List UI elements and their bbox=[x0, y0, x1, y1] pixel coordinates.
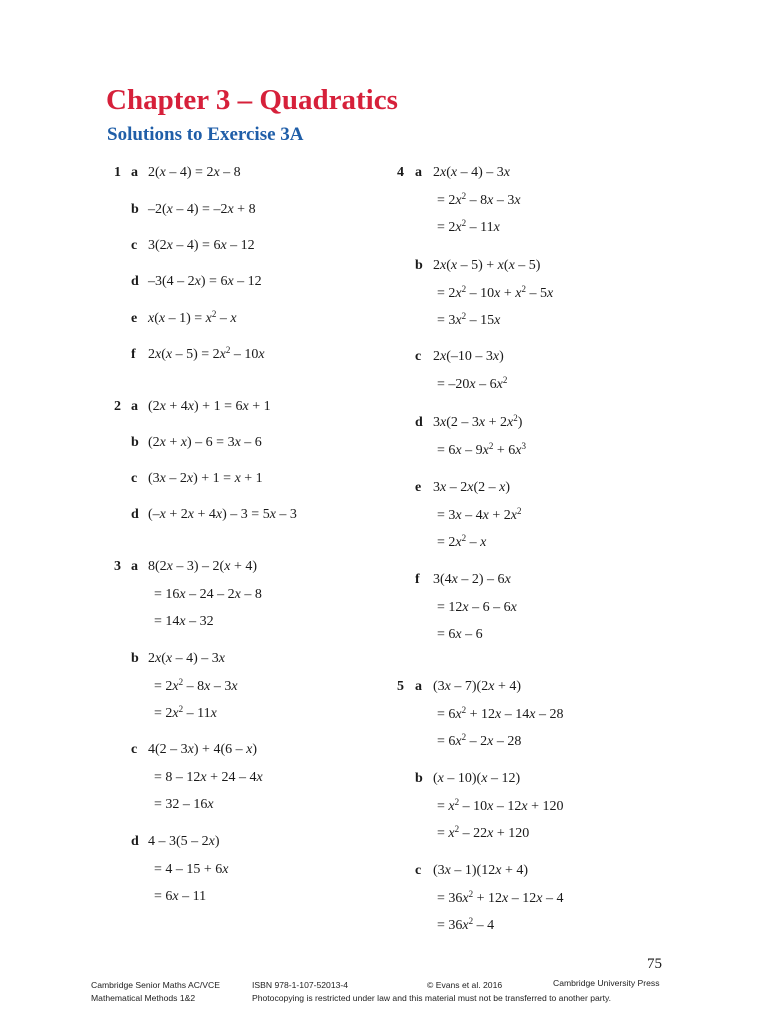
solution-line-5a-2: = $6x^2 + 12x - 14x - 28$ bbox=[437, 704, 564, 722]
solution-line-5c-3: = $36x^2 - 4$ bbox=[437, 916, 495, 933]
solution-line-4b-2: = $2x^2 - 10x + x^2 - 5x$ bbox=[437, 283, 554, 301]
solution-line-3c-3: = 32 – 16x bbox=[154, 797, 214, 812]
part-label-5b: b bbox=[415, 771, 423, 786]
solution-line-3d-3: = 6x – 11 bbox=[154, 889, 207, 904]
solution-line-3b-1: 2x(x – 4) – 3x bbox=[148, 651, 225, 666]
solution-line-4c-2: = $-20x - 6x^2$ bbox=[437, 374, 508, 392]
footer-isbn: ISBN 978-1-107-52013-4 bbox=[252, 980, 349, 990]
question-2: 2 bbox=[114, 399, 121, 414]
solution-line-1e-1: $x(x - 1) = x^2 - x$ bbox=[148, 309, 237, 326]
solution-line-1d-1: –3(4 – 2x) = 6x – 12 bbox=[148, 274, 262, 289]
part-label-1d: d bbox=[131, 274, 139, 289]
part-label-1a: a bbox=[131, 165, 138, 180]
solution-line-4e-1: 3x – 2x(2 – x) bbox=[433, 480, 510, 495]
solution-line-1a-1: 2(x – 4) = 2x – 8 bbox=[148, 165, 241, 180]
footer-publisher: Cambridge University Press bbox=[553, 978, 660, 988]
part-label-3d: d bbox=[131, 834, 139, 849]
question-4: 4 bbox=[397, 165, 404, 180]
solution-line-3a-2: = 16x – 24 – 2x – 8 bbox=[154, 586, 262, 602]
solution-line-2d-1: (–x + 2x + 4x) – 3 = 5x – 3 bbox=[148, 507, 297, 522]
part-label-4b: b bbox=[415, 258, 423, 273]
solution-line-3a-1: 8(2x – 3) – 2(x + 4) bbox=[148, 559, 257, 574]
part-label-3c: c bbox=[131, 742, 138, 757]
solution-line-3d-2: = 4 – 15 + 6x bbox=[154, 861, 229, 877]
footer-copyright: © Evans et al. 2016 bbox=[427, 980, 503, 990]
solution-line-4a-3: = $2x^2 - 11x$ bbox=[437, 218, 500, 235]
solution-line-3d-1: 4 – 3(5 – 2x) bbox=[148, 834, 220, 849]
solution-line-5c-2: = $36x^2 + 12x - 12x - 4$ bbox=[437, 888, 564, 906]
part-label-1e: e bbox=[131, 311, 138, 326]
solution-line-4f-3: = 6x – 6 bbox=[437, 627, 483, 642]
solution-line-5b-1: (x – 10)(x – 12) bbox=[433, 771, 521, 786]
part-label-2a: a bbox=[131, 399, 138, 414]
part-label-4e: e bbox=[415, 480, 422, 495]
part-label-1b: b bbox=[131, 202, 139, 217]
part-label-1f: f bbox=[131, 347, 136, 362]
solution-line-4e-3: = $2x^2$ – x bbox=[437, 533, 487, 550]
part-label-3a: a bbox=[131, 559, 138, 574]
question-1: 1 bbox=[114, 165, 121, 180]
solution-line-5a-3: = $6x^2 - 2x - 28$ bbox=[437, 732, 522, 749]
solution-line-4a-2: = $2x^2 - 8x - 3x$ bbox=[437, 190, 521, 208]
footer-book: Mathematical Methods 1&2 bbox=[91, 993, 196, 1003]
chapter-title: Chapter 3 – Quadratics bbox=[106, 84, 398, 116]
solution-line-5b-3: = $x^2 - 22x + 120$ bbox=[437, 824, 530, 841]
part-label-4d: d bbox=[415, 415, 423, 430]
part-label-4c: c bbox=[415, 349, 422, 364]
solution-line-1c-1: 3(2x – 4) = 6x – 12 bbox=[148, 238, 255, 253]
page-number: 75 bbox=[647, 956, 662, 972]
solution-line-4d-2: = $6x - 9x^2 + 6x^3$ bbox=[437, 440, 526, 458]
part-label-1c: c bbox=[131, 238, 138, 253]
solution-line-4d-1: $3x(2 - 3x + 2x^2)$ bbox=[433, 413, 523, 430]
part-label-5c: c bbox=[415, 863, 422, 878]
part-label-4a: a bbox=[415, 165, 422, 180]
solution-line-3c-2: = 8 – 12x + 24 – 4x bbox=[154, 769, 263, 785]
solution-line-5a-1: (3x – 7)(2x + 4) bbox=[433, 679, 521, 694]
solution-line-3c-1: 4(2 – 3x) + 4(6 – x) bbox=[148, 742, 258, 757]
solution-line-4f-2: = 12x – 6 – 6x bbox=[437, 599, 517, 615]
solution-line-1f-1: $2x(x - 5) = 2x^2 - 10x$ bbox=[148, 345, 265, 362]
solution-line-5c-1: (3x – 1)(12x + 4) bbox=[433, 863, 528, 878]
part-label-5a: a bbox=[415, 679, 422, 694]
solution-line-4c-1: 2x(–10 – 3x) bbox=[433, 349, 504, 364]
part-label-2d: d bbox=[131, 507, 139, 522]
solution-line-4b-3: = $3x^2 - 15x$ bbox=[437, 311, 501, 328]
solution-line-2c-1: (3x – 2x) + 1 = x + 1 bbox=[148, 471, 263, 486]
footer-notice: Photocopying is restricted under law and this material must not be transferred to another party. bbox=[252, 993, 612, 1003]
solution-line-5b-2: = $x^2 - 10x - 12x + 120$ bbox=[437, 796, 564, 814]
question-5: 5 bbox=[397, 679, 404, 694]
solution-line-4b-1: 2x(x – 5) + x(x – 5) bbox=[433, 258, 541, 273]
solution-line-3a-3: = 14x – 32 bbox=[154, 614, 214, 629]
part-label-4f: f bbox=[415, 572, 420, 587]
part-label-2c: c bbox=[131, 471, 138, 486]
solution-line-4a-1: 2x(x – 4) – 3x bbox=[433, 165, 510, 180]
section-title: Solutions to Exercise 3A bbox=[107, 124, 304, 145]
solution-line-3b-3: = $2x^2 - 11x$ bbox=[154, 704, 217, 721]
solution-line-2a-1: (2x + 4x) + 1 = 6x + 1 bbox=[148, 399, 271, 414]
solution-line-2b-1: (2x + x) – 6 = 3x – 6 bbox=[148, 435, 262, 450]
question-3: 3 bbox=[114, 559, 121, 574]
solution-line-4e-2: = $3x - 4x + 2x^2$ bbox=[437, 505, 522, 523]
solution-line-1b-1: –2(x – 4) = –2x + 8 bbox=[148, 202, 256, 217]
part-label-2b: b bbox=[131, 435, 139, 450]
footer-series: Cambridge Senior Maths AC/VCE bbox=[91, 980, 220, 990]
solution-line-3b-2: = $2x^2 - 8x - 3x$ bbox=[154, 676, 238, 694]
solution-line-4f-1: 3(4x – 2) – 6x bbox=[433, 572, 511, 587]
part-label-3b: b bbox=[131, 651, 139, 666]
